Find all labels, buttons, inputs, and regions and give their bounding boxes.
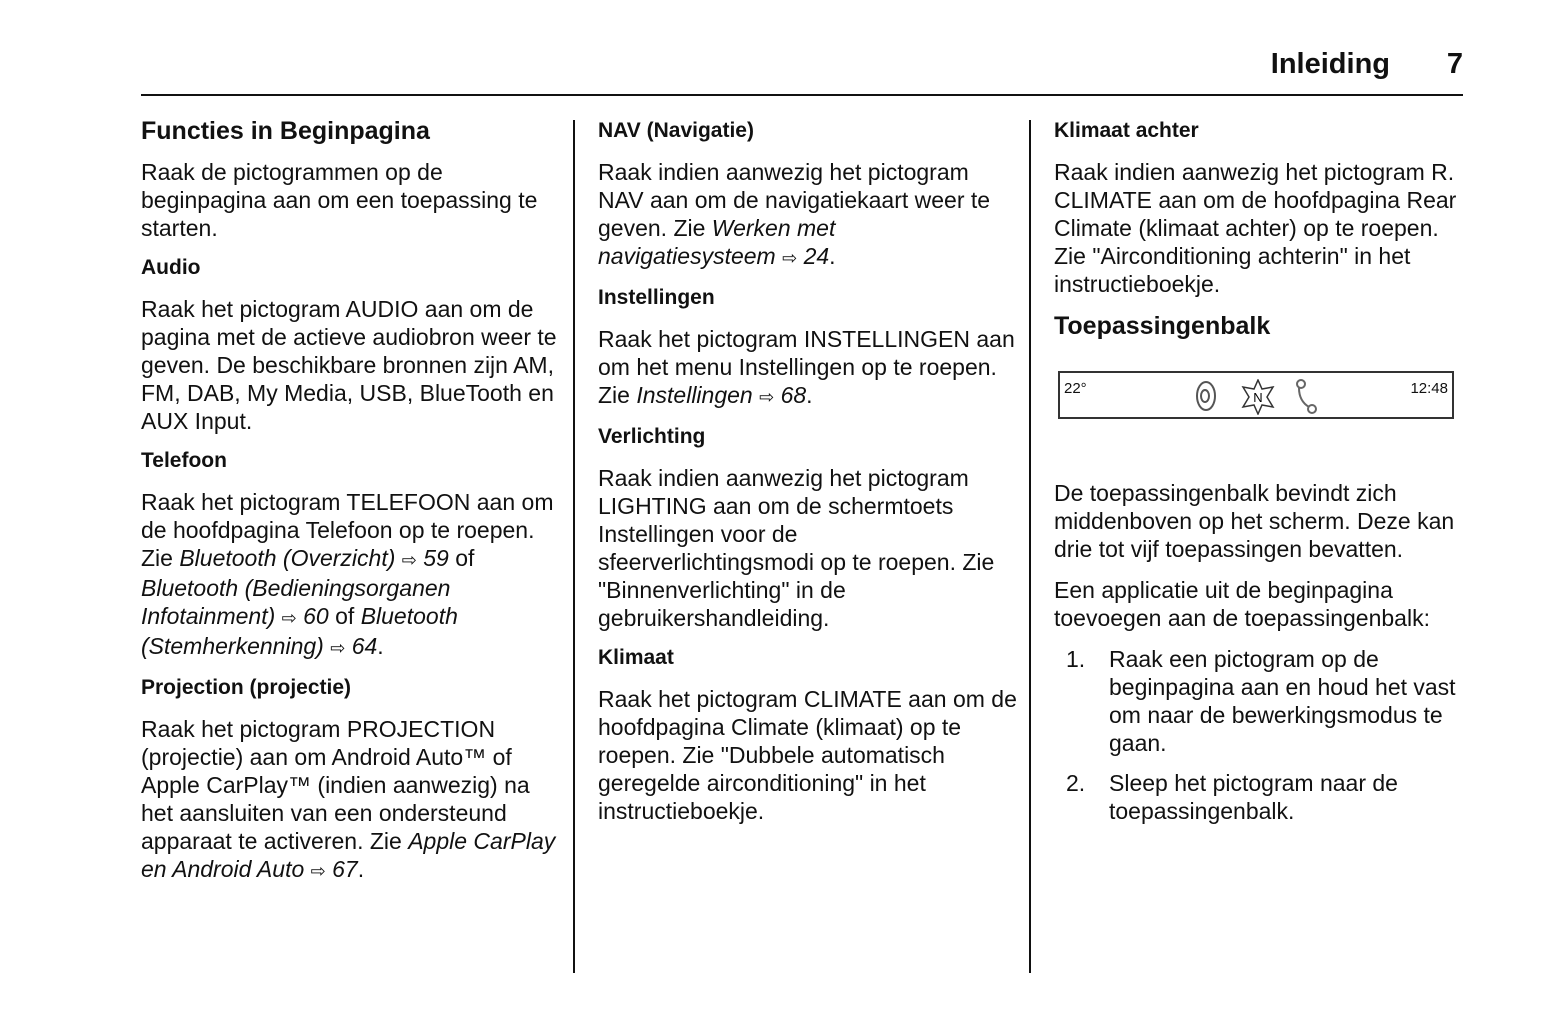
heading-functies: Functies in Beginpagina bbox=[141, 117, 430, 145]
subheading-audio: Audio bbox=[141, 256, 201, 279]
temperature-label: 22° bbox=[1064, 380, 1087, 397]
ref-link[interactable]: Bluetooth (Stemherkenning) bbox=[141, 603, 458, 659]
ref-link[interactable]: Instellingen bbox=[636, 382, 753, 408]
column-3 bbox=[1054, 112, 1474, 837]
section-title: Inleiding bbox=[1270, 48, 1390, 80]
toepassingenbalk-text-1: De toepassingenbalk bevindt zich middenboven op het scherm. Deze kan drie tot vijf toepassingen bevatten. bbox=[1054, 480, 1455, 562]
compass-icon bbox=[1240, 379, 1276, 415]
clock-label: 12:48 bbox=[1410, 380, 1448, 397]
projection-text: Raak het pictogram PROJECTION (projectie) aan om Android Auto™ of Apple CarPlay™ (indien aanwezig) na het aansluiten van een ondersteund apparaat te activeren. Zie Apple CarPlay en Android Auto ⇨ 67. bbox=[141, 716, 556, 882]
heading-toepassingenbalk: Toepassingenbalk bbox=[1054, 312, 1271, 340]
column-divider bbox=[573, 120, 575, 973]
arrow-icon: ⇨ bbox=[401, 550, 417, 570]
audio-text: Raak het pictogram AUDIO aan om de pagina met de actieve audiobron weer te geven. De beschikbare bronnen zijn AM, FM, DAB, My Media, USB, BlueTooth en AUX Input. bbox=[141, 296, 557, 434]
application-bar-illustration bbox=[1058, 371, 1454, 419]
subheading-telefoon: Telefoon bbox=[141, 449, 227, 472]
subheading-projection: Projection (projectie) bbox=[141, 676, 352, 699]
toepassingenbalk-text-2: Een applicatie uit de beginpagina toevoegen aan de toepassingenbalk: bbox=[1054, 577, 1430, 631]
verlichting-text: Raak indien aanwezig het pictogram LIGHTING aan om de schermtoets Instellingen voor de sfeerverlichtingsmodi op te roepen. Zie "Binnenverlichting" in de gebruikershandleiding. bbox=[598, 465, 995, 631]
page-header bbox=[141, 44, 1463, 96]
ref-link[interactable]: Bluetooth (Bedieningsorganen Infotainment) bbox=[141, 575, 451, 629]
ref-link[interactable]: Apple CarPlay en Android Auto bbox=[141, 828, 556, 882]
subheading-nav: NAV (Navigatie) bbox=[598, 119, 754, 142]
list-item: 1. Raak een pictogram op de beginpagina aan en houd het vast om naar de bewerkingsmodus te gaan. bbox=[1066, 646, 1456, 756]
phone-icon bbox=[1295, 379, 1321, 415]
subheading-verlichting: Verlichting bbox=[598, 425, 706, 448]
column-1 bbox=[141, 112, 561, 898]
intro-text: Raak de pictogrammen op de beginpagina aan om een toepassing te starten. bbox=[141, 159, 538, 241]
arrow-icon: ⇨ bbox=[330, 638, 346, 658]
ref-link[interactable]: Werken met navigatiesysteem bbox=[598, 215, 836, 269]
arrow-icon: ⇨ bbox=[310, 861, 326, 881]
arrow-icon: ⇨ bbox=[759, 387, 775, 407]
steps-list bbox=[1054, 645, 1474, 825]
klimaat-achter-text: Raak indien aanwezig het pictogram R. CLIMATE aan om de hoofdpagina Rear Climate (klimaat achter) op te roepen. Zie "Airconditioning achterin" in het instructieboekje. bbox=[1054, 159, 1457, 297]
subheading-klimaat: Klimaat bbox=[598, 646, 674, 669]
klimaat-text: Raak het pictogram CLIMATE aan om de hoofdpagina Climate (klimaat) op te roepen. Zie "Dubbele automatisch geregelde airconditioning" in het instructieboekje. bbox=[598, 686, 1017, 824]
instellingen-text: Raak het pictogram INSTELLINGEN aan om het menu Instellingen op te roepen. Zie Instellingen ⇨ 68. bbox=[598, 326, 1015, 408]
arrow-icon: ⇨ bbox=[782, 248, 798, 268]
subheading-instellingen: Instellingen bbox=[598, 286, 715, 309]
subheading-klimaat-achter: Klimaat achter bbox=[1054, 119, 1199, 142]
page-number: 7 bbox=[1446, 48, 1463, 80]
telefoon-text: Raak het pictogram TELEFOON aan om de hoofdpagina Telefoon op te roepen. Zie Bluetooth (Overzicht) ⇨ 59 of Bluetooth (Bedieningsorganen Infotainment) ⇨ 60 of Bluetooth (Stemherkenning) ⇨ 64. bbox=[141, 489, 554, 659]
column-2 bbox=[598, 112, 1018, 838]
arrow-icon: ⇨ bbox=[281, 608, 297, 628]
nav-text: Raak indien aanwezig het pictogram NAV aan om de navigatiekaart weer te geven. Zie Werken met navigatiesysteem ⇨ 24. bbox=[598, 159, 991, 269]
ref-link[interactable]: Bluetooth (Overzicht) bbox=[179, 545, 396, 571]
list-item: 2. Sleep het pictogram naar de toepassingenbalk. bbox=[1066, 770, 1398, 824]
column-divider bbox=[1029, 120, 1031, 973]
svg-text:N: N bbox=[1253, 390, 1263, 405]
speaker-icon bbox=[1190, 379, 1220, 413]
